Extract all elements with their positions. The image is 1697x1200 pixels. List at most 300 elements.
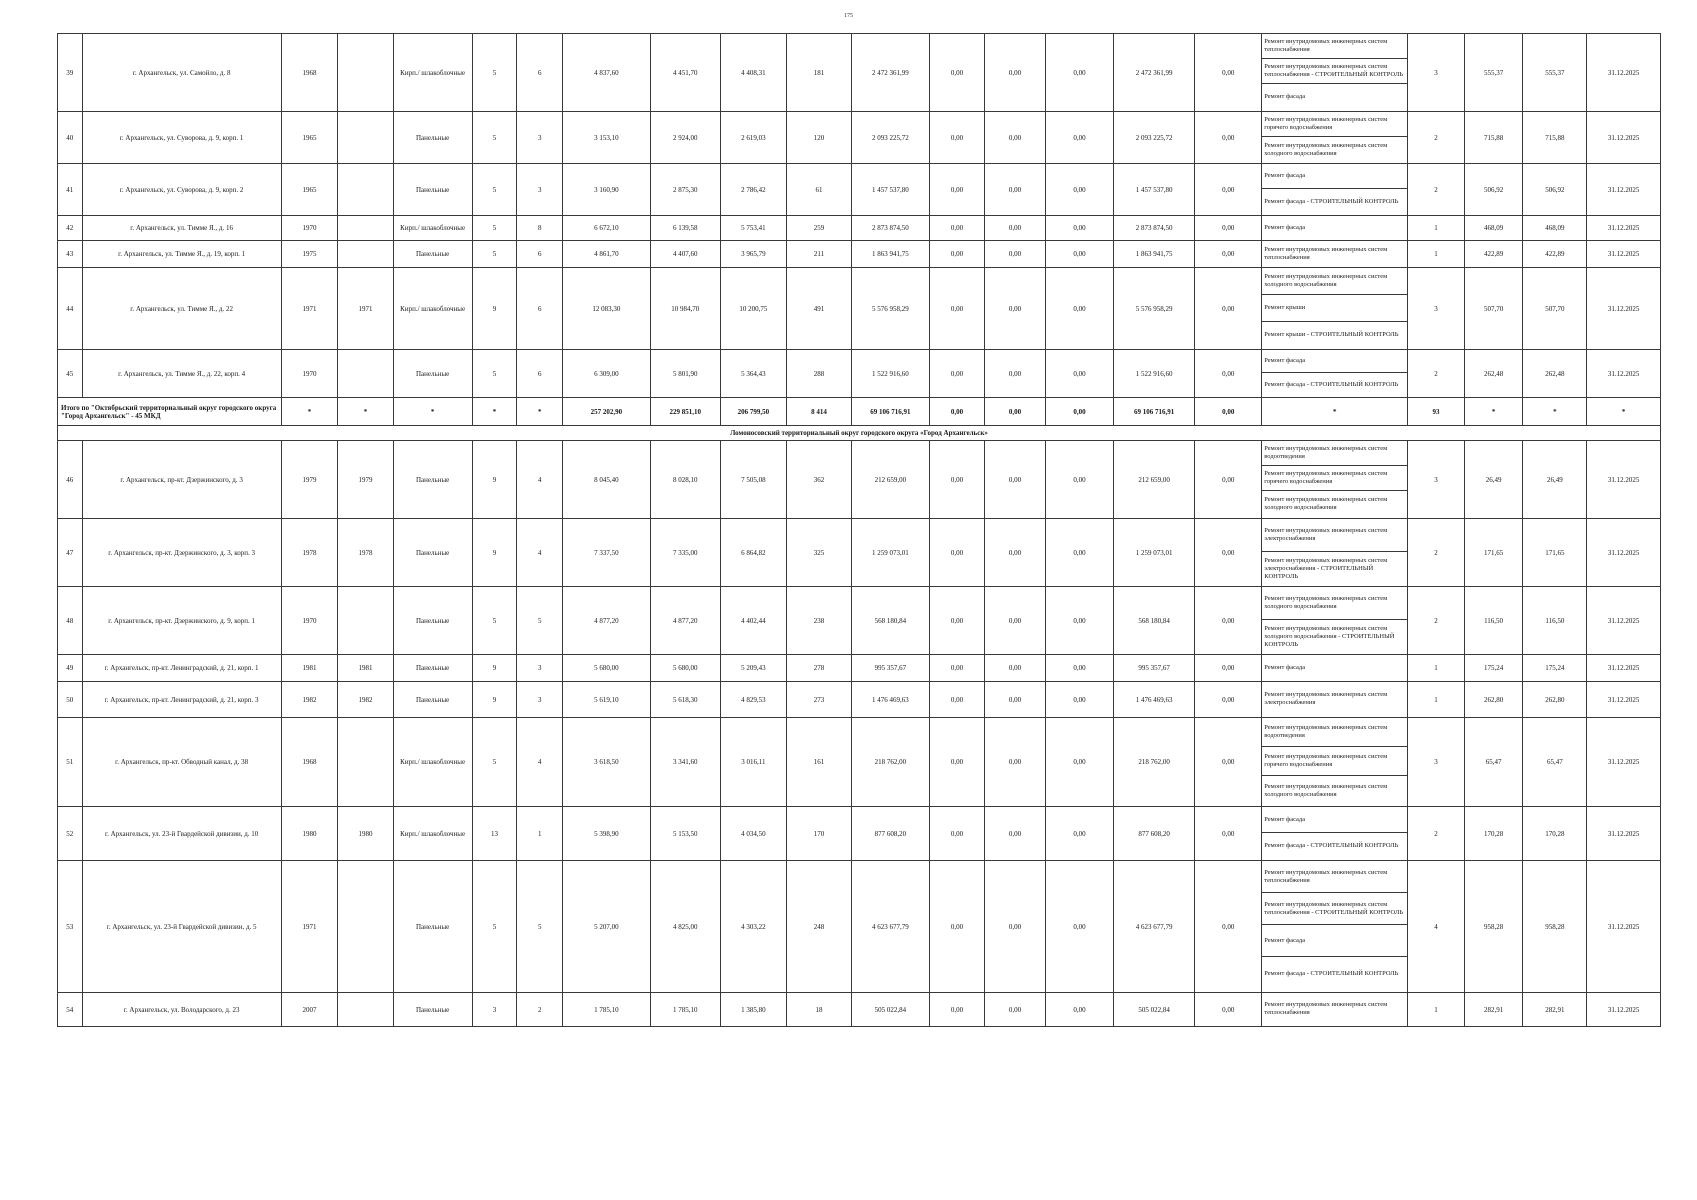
fund-1-cell: 0,00 xyxy=(929,268,984,350)
completion-date-cell: 31.12.2025 xyxy=(1587,519,1661,587)
build-year-cell: 1971 xyxy=(281,861,337,993)
repair-cost-cell: 568 180,84 xyxy=(851,587,929,655)
area-total-cell: 6 309,00 xyxy=(563,350,650,398)
entrances-cell: 3 xyxy=(517,655,563,682)
total-star: * xyxy=(517,398,563,426)
unit-cost-limit-cell: 958,28 xyxy=(1523,861,1587,993)
area-premises-cell: 3 341,60 xyxy=(650,718,720,807)
address-cell: г. Архангельск, ул. Тимме Я., д. 16 xyxy=(82,216,281,241)
commission-year-cell xyxy=(338,350,393,398)
area-total-cell: 1 785,10 xyxy=(563,993,650,1027)
work-item: Ремонт фасада xyxy=(1262,350,1407,373)
wall-material-cell: Панельные xyxy=(393,519,472,587)
unit-cost-limit-cell: 116,50 xyxy=(1523,587,1587,655)
floors-cell: 9 xyxy=(472,268,517,350)
works-list-cell xyxy=(1262,34,1408,112)
fund-5-cell: 0,00 xyxy=(1195,216,1262,241)
fund-2-cell: 0,00 xyxy=(985,993,1046,1027)
total-star: * xyxy=(281,398,337,426)
commission-year-cell: 1971 xyxy=(338,268,393,350)
completion-date-cell: 31.12.2025 xyxy=(1587,441,1661,519)
section-title: Ломоносовский территориальный округ городского округа «Город Архангельск» xyxy=(58,426,1661,441)
address-cell: г. Архангельск, пр-кт. Ленинградский, д. 21, корп. 1 xyxy=(82,655,281,682)
area-total-cell: 5 207,00 xyxy=(563,861,650,993)
fund-owners-cell: 2 093 225,72 xyxy=(1114,112,1195,164)
repair-cost-cell: 995 357,67 xyxy=(851,655,929,682)
area-total-cell: 3 618,50 xyxy=(563,718,650,807)
floors-cell: 9 xyxy=(472,519,517,587)
area-premises-cell: 4 825,00 xyxy=(650,861,720,993)
entrances-cell: 6 xyxy=(517,350,563,398)
wall-material-cell: Кирп./ шлакоблочные xyxy=(393,718,472,807)
wall-material-cell: Панельные xyxy=(393,241,472,268)
works-count-cell: 1 xyxy=(1408,655,1464,682)
completion-date-cell: 31.12.2025 xyxy=(1587,587,1661,655)
entrances-cell: 1 xyxy=(517,807,563,861)
area-premises-cell: 5 801,90 xyxy=(650,350,720,398)
work-item: Ремонт фасада - СТРОИТЕЛЬНЫЙ КОНТРОЛЬ xyxy=(1264,380,1399,388)
completion-date-cell: 31.12.2025 xyxy=(1587,164,1661,216)
commission-year-cell xyxy=(338,164,393,216)
fund-2-cell: 0,00 xyxy=(985,682,1046,718)
fund-5-cell: 0,00 xyxy=(1195,164,1262,216)
work-item: Ремонт фасада xyxy=(1262,807,1407,833)
works-list-cell xyxy=(1262,350,1408,398)
fund-1-cell: 0,00 xyxy=(929,718,984,807)
commission-year-cell xyxy=(338,112,393,164)
wall-material-cell: Панельные xyxy=(393,441,472,519)
repair-cost-cell: 212 659,00 xyxy=(851,441,929,519)
total-star: * xyxy=(1262,398,1408,426)
work-item: Ремонт фасада xyxy=(1264,93,1306,100)
build-year-cell: 1978 xyxy=(281,519,337,587)
area-premises-cell: 8 028,10 xyxy=(650,441,720,519)
total-star: * xyxy=(1587,398,1661,426)
wall-material-cell: Панельные xyxy=(393,861,472,993)
works-list-cell xyxy=(1262,682,1408,718)
work-item: Ремонт внутридомовых инженерных систем электроснабжения - СТРОИТЕЛЬНЫЙ КОНТРОЛЬ xyxy=(1264,556,1388,580)
fund-1-cell: 0,00 xyxy=(929,861,984,993)
row-number-cell: 40 xyxy=(58,112,83,164)
floors-cell: 5 xyxy=(472,718,517,807)
row-number-cell: 51 xyxy=(58,718,83,807)
fund-owners-cell: 995 357,67 xyxy=(1114,655,1195,682)
area-total-cell: 5 680,00 xyxy=(563,655,650,682)
fund-1-cell: 0,00 xyxy=(929,993,984,1027)
entrances-cell: 2 xyxy=(517,993,563,1027)
work-item: Ремонт фасада xyxy=(1264,223,1306,231)
area-premises-cell: 10 984,70 xyxy=(650,268,720,350)
area-premises-cell: 2 875,30 xyxy=(650,164,720,216)
works-count-cell: 2 xyxy=(1408,112,1464,164)
fund-1-cell: 0,00 xyxy=(929,112,984,164)
fund-1-cell: 0,00 xyxy=(929,164,984,216)
row-number-cell: 39 xyxy=(58,34,83,112)
unit-cost-limit-cell: 175,24 xyxy=(1523,655,1587,682)
work-item: Ремонт внутридомовых инженерных систем холодного водоснабжения xyxy=(1262,268,1407,295)
fund-2-cell: 0,00 xyxy=(985,807,1046,861)
area-residential-cell: 4 408,31 xyxy=(720,34,786,112)
fund-2-cell: 0,00 xyxy=(985,34,1046,112)
fund-1-cell: 0,00 xyxy=(929,441,984,519)
build-year-cell: 1968 xyxy=(281,718,337,807)
total-fund-2: 0,00 xyxy=(985,398,1046,426)
work-item: Ремонт фасада - СТРОИТЕЛЬНЫЙ КОНТРОЛЬ xyxy=(1264,970,1399,977)
residents-cell: 238 xyxy=(786,587,851,655)
floors-cell: 5 xyxy=(472,112,517,164)
work-item: Ремонт внутридомовых инженерных систем холодного водоснабжения - СТРОИТЕЛЬНЫЙ КОНТРОЛЬ xyxy=(1264,624,1395,648)
work-item: Ремонт внутридомовых инженерных систем теплоснабжения - СТРОИТЕЛЬНЫЙ КОНТРОЛЬ xyxy=(1262,59,1407,84)
fund-5-cell: 0,00 xyxy=(1195,350,1262,398)
fund-3-cell: 0,00 xyxy=(1045,993,1113,1027)
fund-3-cell: 0,00 xyxy=(1045,268,1113,350)
table-row xyxy=(58,164,1661,216)
total-star: * xyxy=(1464,398,1523,426)
floors-cell: 5 xyxy=(472,350,517,398)
fund-3-cell: 0,00 xyxy=(1045,441,1113,519)
build-year-cell: 1979 xyxy=(281,441,337,519)
repair-cost-cell: 877 608,20 xyxy=(851,807,929,861)
address-cell: г. Архангельск, ул. Володарского, д. 23 xyxy=(82,993,281,1027)
fund-1-cell: 0,00 xyxy=(929,807,984,861)
area-total-cell: 5 398,90 xyxy=(563,807,650,861)
entrances-cell: 4 xyxy=(517,718,563,807)
works-count-cell: 2 xyxy=(1408,807,1464,861)
fund-2-cell: 0,00 xyxy=(985,718,1046,807)
row-number-cell: 44 xyxy=(58,268,83,350)
completion-date-cell: 31.12.2025 xyxy=(1587,682,1661,718)
build-year-cell: 1968 xyxy=(281,34,337,112)
work-item: Ремонт внутридомовых инженерных систем теплоснабжения - СТРОИТЕЛЬНЫЙ КОНТРОЛЬ xyxy=(1262,893,1407,925)
fund-owners-cell: 2 472 361,99 xyxy=(1114,34,1195,112)
floors-cell: 5 xyxy=(472,34,517,112)
works-count-cell: 3 xyxy=(1408,34,1464,112)
entrances-cell: 5 xyxy=(517,587,563,655)
fund-owners-cell: 877 608,20 xyxy=(1114,807,1195,861)
unit-cost-limit-cell: 468,09 xyxy=(1523,216,1587,241)
address-cell: г. Архангельск, ул. 23-й Гвардейской дивизии, д. 5 xyxy=(82,861,281,993)
fund-3-cell: 0,00 xyxy=(1045,164,1113,216)
unit-cost-cell: 506,92 xyxy=(1464,164,1523,216)
works-list-cell xyxy=(1262,519,1408,587)
unit-cost-limit-cell: 555,37 xyxy=(1523,34,1587,112)
entrances-cell: 3 xyxy=(517,682,563,718)
work-item: Ремонт крыши xyxy=(1262,295,1407,322)
fund-1-cell: 0,00 xyxy=(929,519,984,587)
floors-cell: 13 xyxy=(472,807,517,861)
unit-cost-cell: 26,49 xyxy=(1464,441,1523,519)
residents-cell: 181 xyxy=(786,34,851,112)
area-total-cell: 4 861,70 xyxy=(563,241,650,268)
fund-3-cell: 0,00 xyxy=(1045,807,1113,861)
fund-2-cell: 0,00 xyxy=(985,655,1046,682)
floors-cell: 5 xyxy=(472,216,517,241)
unit-cost-cell: 171,65 xyxy=(1464,519,1523,587)
unit-cost-cell: 170,28 xyxy=(1464,807,1523,861)
fund-5-cell: 0,00 xyxy=(1195,587,1262,655)
unit-cost-cell: 468,09 xyxy=(1464,216,1523,241)
area-total-cell: 5 619,10 xyxy=(563,682,650,718)
area-total-cell: 3 160,90 xyxy=(563,164,650,216)
fund-1-cell: 0,00 xyxy=(929,241,984,268)
work-item: Ремонт внутридомовых инженерных систем электроснабжения xyxy=(1262,519,1407,552)
works-list-cell xyxy=(1262,441,1408,519)
fund-owners-cell: 1 863 941,75 xyxy=(1114,241,1195,268)
commission-year-cell: 1978 xyxy=(338,519,393,587)
entrances-cell: 4 xyxy=(517,441,563,519)
area-residential-cell: 10 200,75 xyxy=(720,268,786,350)
commission-year-cell xyxy=(338,993,393,1027)
fund-5-cell: 0,00 xyxy=(1195,241,1262,268)
unit-cost-limit-cell: 65,47 xyxy=(1523,718,1587,807)
completion-date-cell: 31.12.2025 xyxy=(1587,216,1661,241)
fund-2-cell: 0,00 xyxy=(985,112,1046,164)
work-item: Ремонт крыши - СТРОИТЕЛЬНЫЙ КОНТРОЛЬ xyxy=(1264,331,1399,338)
area-premises-cell: 1 785,10 xyxy=(650,993,720,1027)
floors-cell: 5 xyxy=(472,587,517,655)
row-number-cell: 45 xyxy=(58,350,83,398)
address-cell: г. Архангельск, ул. Тимме Я., д. 22, корп. 4 xyxy=(82,350,281,398)
fund-2-cell: 0,00 xyxy=(985,241,1046,268)
works-list-cell xyxy=(1262,807,1408,861)
unit-cost-limit-cell: 715,88 xyxy=(1523,112,1587,164)
works-count-cell: 1 xyxy=(1408,241,1464,268)
fund-5-cell: 0,00 xyxy=(1195,655,1262,682)
works-count-cell: 2 xyxy=(1408,587,1464,655)
wall-material-cell: Панельные xyxy=(393,682,472,718)
commission-year-cell xyxy=(338,587,393,655)
table-row xyxy=(58,587,1661,655)
works-count-cell: 1 xyxy=(1408,682,1464,718)
works-count-cell: 2 xyxy=(1408,350,1464,398)
unit-cost-cell: 262,48 xyxy=(1464,350,1523,398)
area-residential-cell: 6 864,82 xyxy=(720,519,786,587)
entrances-cell: 6 xyxy=(517,241,563,268)
fund-owners-cell: 1 259 073,01 xyxy=(1114,519,1195,587)
unit-cost-limit-cell: 171,65 xyxy=(1523,519,1587,587)
residents-cell: 362 xyxy=(786,441,851,519)
fund-2-cell: 0,00 xyxy=(985,861,1046,993)
fund-2-cell: 0,00 xyxy=(985,350,1046,398)
floors-cell: 9 xyxy=(472,682,517,718)
commission-year-cell xyxy=(338,216,393,241)
work-item: Ремонт внутридомовых инженерных систем водоотведения xyxy=(1262,441,1407,466)
fund-5-cell: 0,00 xyxy=(1195,34,1262,112)
floors-cell: 5 xyxy=(472,861,517,993)
table-body-upper xyxy=(58,34,1661,398)
fund-1-cell: 0,00 xyxy=(929,682,984,718)
address-cell: г. Архангельск, пр-кт. Ленинградский, д. 21, корп. 3 xyxy=(82,682,281,718)
fund-2-cell: 0,00 xyxy=(985,441,1046,519)
area-premises-cell: 4 451,70 xyxy=(650,34,720,112)
repair-cost-cell: 1 863 941,75 xyxy=(851,241,929,268)
page-number: 175 xyxy=(844,13,853,19)
commission-year-cell: 1981 xyxy=(338,655,393,682)
area-total-cell: 4 877,20 xyxy=(563,587,650,655)
area-total-cell: 8 045,40 xyxy=(563,441,650,519)
address-cell: г. Архангельск, ул. 23-й Гвардейской дивизии, д. 10 xyxy=(82,807,281,861)
work-item: Ремонт внутридомовых инженерных систем холодного водоснабжения xyxy=(1264,782,1388,798)
address-cell: г. Архангельск, ул. Тимме Я., д. 19, корп. 1 xyxy=(82,241,281,268)
fund-1-cell: 0,00 xyxy=(929,216,984,241)
fund-5-cell: 0,00 xyxy=(1195,861,1262,993)
repair-cost-cell: 4 623 677,79 xyxy=(851,861,929,993)
commission-year-cell: 1980 xyxy=(338,807,393,861)
work-item: Ремонт внутридомовых инженерных систем водоотведения xyxy=(1262,718,1407,747)
completion-date-cell: 31.12.2025 xyxy=(1587,807,1661,861)
residents-cell: 288 xyxy=(786,350,851,398)
area-residential-cell: 5 209,43 xyxy=(720,655,786,682)
unit-cost-limit-cell: 170,28 xyxy=(1523,807,1587,861)
area-premises-cell: 7 335,00 xyxy=(650,519,720,587)
total-star: * xyxy=(472,398,517,426)
fund-3-cell: 0,00 xyxy=(1045,112,1113,164)
row-number-cell: 50 xyxy=(58,682,83,718)
commission-year-cell xyxy=(338,861,393,993)
works-list-cell xyxy=(1262,861,1408,993)
works-list-cell xyxy=(1262,655,1408,682)
work-item: Ремонт внутридомовых инженерных систем теплоснабжения xyxy=(1262,34,1407,59)
section-header-row xyxy=(58,426,1661,441)
total-star: * xyxy=(393,398,472,426)
unit-cost-cell: 282,91 xyxy=(1464,993,1523,1027)
work-item: Ремонт внутридомовых инженерных систем холодного водоснабжения xyxy=(1264,141,1388,157)
residents-cell: 161 xyxy=(786,718,851,807)
total-label: Итого по "Октябрьский территориальный округ городского округа "Город Архангельск" - 45 МКД xyxy=(58,398,282,426)
row-number-cell: 52 xyxy=(58,807,83,861)
area-residential-cell: 7 505,08 xyxy=(720,441,786,519)
repair-cost-cell: 2 472 361,99 xyxy=(851,34,929,112)
work-item: Ремонт внутридомовых инженерных систем холодного водоснабжения xyxy=(1262,587,1407,620)
fund-2-cell: 0,00 xyxy=(985,587,1046,655)
fund-1-cell: 0,00 xyxy=(929,350,984,398)
row-number-cell: 46 xyxy=(58,441,83,519)
repair-cost-cell: 1 259 073,01 xyxy=(851,519,929,587)
table-row xyxy=(58,241,1661,268)
works-count-cell: 2 xyxy=(1408,519,1464,587)
unit-cost-cell: 422,89 xyxy=(1464,241,1523,268)
repair-cost-cell: 218 762,00 xyxy=(851,718,929,807)
row-number-cell: 47 xyxy=(58,519,83,587)
row-number-cell: 53 xyxy=(58,861,83,993)
unit-cost-cell: 65,47 xyxy=(1464,718,1523,807)
table-row xyxy=(58,268,1661,350)
unit-cost-cell: 715,88 xyxy=(1464,112,1523,164)
wall-material-cell: Панельные xyxy=(393,993,472,1027)
total-fund-owners: 69 106 716,91 xyxy=(1114,398,1195,426)
work-item: Ремонт внутридомовых инженерных систем горячего водоснабжения xyxy=(1262,466,1407,491)
total-block xyxy=(58,398,1661,441)
fund-5-cell: 0,00 xyxy=(1195,112,1262,164)
floors-cell: 5 xyxy=(472,241,517,268)
works-list-cell xyxy=(1262,587,1408,655)
row-number-cell: 41 xyxy=(58,164,83,216)
fund-5-cell: 0,00 xyxy=(1195,519,1262,587)
build-year-cell: 2007 xyxy=(281,993,337,1027)
area-premises-cell: 4 877,20 xyxy=(650,587,720,655)
fund-owners-cell: 505 022,84 xyxy=(1114,993,1195,1027)
table-row xyxy=(58,718,1661,807)
entrances-cell: 3 xyxy=(517,112,563,164)
residents-cell: 170 xyxy=(786,807,851,861)
floors-cell: 9 xyxy=(472,655,517,682)
total-area-residential: 206 799,50 xyxy=(720,398,786,426)
floors-cell: 5 xyxy=(472,164,517,216)
fund-3-cell: 0,00 xyxy=(1045,241,1113,268)
fund-owners-cell: 4 623 677,79 xyxy=(1114,861,1195,993)
work-item: Ремонт внутридомовых инженерных систем теплоснабжения xyxy=(1262,861,1407,893)
repair-cost-cell: 2 873 874,50 xyxy=(851,216,929,241)
work-item: Ремонт внутридомовых инженерных систем холодного водоснабжения xyxy=(1264,496,1388,511)
work-item: Ремонт фасада xyxy=(1262,925,1407,957)
area-residential-cell: 4 402,44 xyxy=(720,587,786,655)
table-row xyxy=(58,441,1661,519)
fund-owners-cell: 218 762,00 xyxy=(1114,718,1195,807)
residents-cell: 259 xyxy=(786,216,851,241)
fund-owners-cell: 212 659,00 xyxy=(1114,441,1195,519)
floors-cell: 3 xyxy=(472,993,517,1027)
row-number-cell: 54 xyxy=(58,993,83,1027)
unit-cost-cell: 507,70 xyxy=(1464,268,1523,350)
fund-owners-cell: 2 873 874,50 xyxy=(1114,216,1195,241)
area-total-cell: 12 083,30 xyxy=(563,268,650,350)
unit-cost-cell: 116,50 xyxy=(1464,587,1523,655)
works-list-cell xyxy=(1262,718,1408,807)
area-residential-cell: 3 965,79 xyxy=(720,241,786,268)
wall-material-cell: Кирп./ шлакоблочные xyxy=(393,268,472,350)
residents-cell: 273 xyxy=(786,682,851,718)
total-area-total: 257 202,90 xyxy=(563,398,650,426)
unit-cost-cell: 555,37 xyxy=(1464,34,1523,112)
residents-cell: 278 xyxy=(786,655,851,682)
works-list-cell xyxy=(1262,268,1408,350)
area-residential-cell: 4 829,53 xyxy=(720,682,786,718)
build-year-cell: 1970 xyxy=(281,350,337,398)
fund-owners-cell: 5 576 958,29 xyxy=(1114,268,1195,350)
area-total-cell: 6 672,10 xyxy=(563,216,650,241)
commission-year-cell: 1979 xyxy=(338,441,393,519)
fund-5-cell: 0,00 xyxy=(1195,682,1262,718)
row-number-cell: 48 xyxy=(58,587,83,655)
works-count-cell: 1 xyxy=(1408,216,1464,241)
completion-date-cell: 31.12.2025 xyxy=(1587,655,1661,682)
fund-3-cell: 0,00 xyxy=(1045,587,1113,655)
fund-owners-cell: 1 457 537,80 xyxy=(1114,164,1195,216)
commission-year-cell xyxy=(338,34,393,112)
total-cost: 69 106 716,91 xyxy=(851,398,929,426)
area-residential-cell: 2 786,42 xyxy=(720,164,786,216)
area-residential-cell: 5 753,41 xyxy=(720,216,786,241)
fund-3-cell: 0,00 xyxy=(1045,718,1113,807)
total-fund-1: 0,00 xyxy=(929,398,984,426)
wall-material-cell: Панельные xyxy=(393,112,472,164)
works-list-cell xyxy=(1262,112,1408,164)
residents-cell: 18 xyxy=(786,993,851,1027)
fund-1-cell: 0,00 xyxy=(929,34,984,112)
build-year-cell: 1970 xyxy=(281,216,337,241)
commission-year-cell: 1982 xyxy=(338,682,393,718)
table-body-lower xyxy=(58,441,1661,1027)
address-cell: г. Архангельск, ул. Самойло, д. 8 xyxy=(82,34,281,112)
wall-material-cell: Кирп./ шлакоблочные xyxy=(393,807,472,861)
repair-cost-cell: 1 457 537,80 xyxy=(851,164,929,216)
work-item: Ремонт фасада xyxy=(1264,663,1306,671)
unit-cost-limit-cell: 422,89 xyxy=(1523,241,1587,268)
area-premises-cell: 2 924,00 xyxy=(650,112,720,164)
floors-cell: 9 xyxy=(472,441,517,519)
commission-year-cell xyxy=(338,241,393,268)
repair-cost-cell: 1 476 469,63 xyxy=(851,682,929,718)
